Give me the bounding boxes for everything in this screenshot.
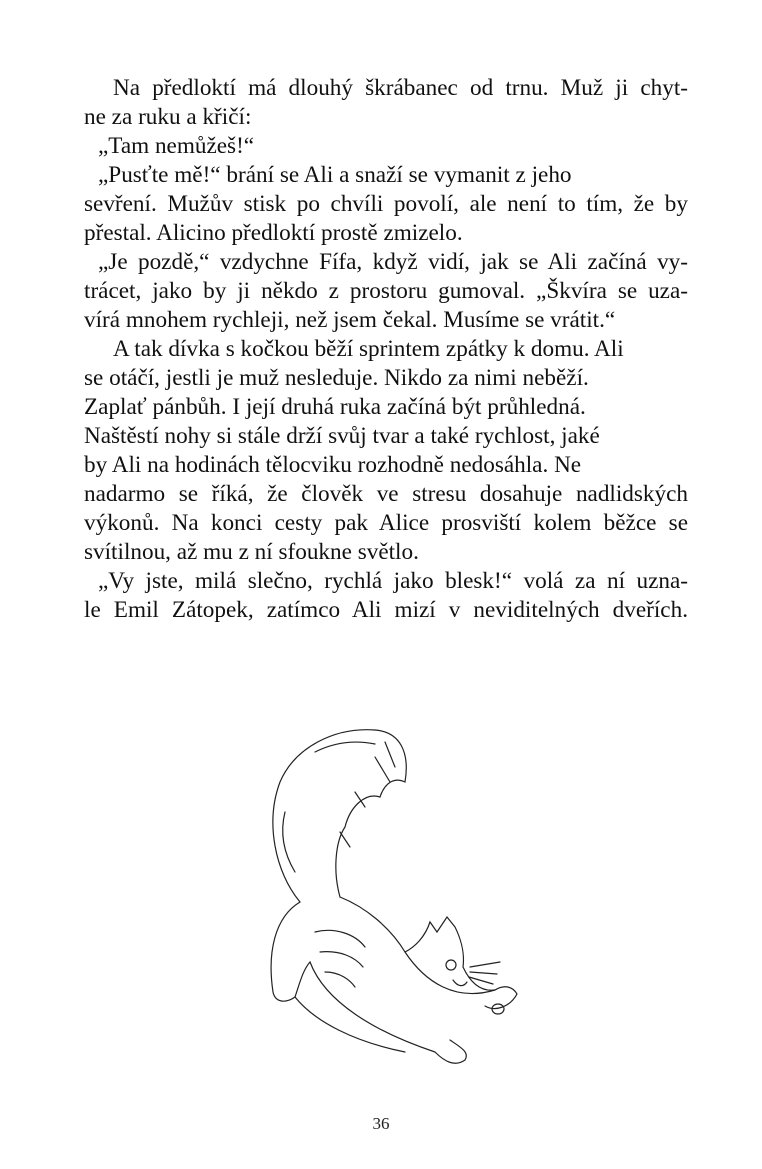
text-line: A tak dívka s kočkou běží sprintem zpátky k domu. Ali <box>113 336 624 362</box>
text-line: nadarmo se říká, že člověk ve stresu dosahuje nadlidských <box>84 481 688 507</box>
text-line: Naštěstí nohy si stále drží svůj tvar a také rychlost, jaké <box>84 423 600 449</box>
text-line: Zaplať pánbůh. I její druhá ruka začíná být průhledná. <box>84 394 586 420</box>
text-line: „Je pozdě,“ vzdychne Fífa, když vidí, jak se Ali začíná vy- <box>98 249 688 275</box>
text-line: vírá mnohem rychleji, než jsem čekal. Musíme se vrátit.“ <box>84 307 616 333</box>
text-line: sevření. Mužův stisk po chvíli povolí, ale není to tím, že by <box>84 191 688 217</box>
text-line: le Emil Zátopek, zatímco Ali mizí v neviditelných dveřích. <box>84 597 688 623</box>
page-number: 36 <box>372 1114 390 1133</box>
cat-tail <box>273 730 406 902</box>
cat-whiskers <box>469 962 500 984</box>
text-line: trácet, jako by ji někdo z prostoru gumoval. „Škvíra se uza- <box>84 278 688 304</box>
text-line: ne za ruku a křičí: <box>84 104 252 130</box>
text-line: „Pusťte mě!“ brání se Ali a snaží se vymanit z jeho <box>98 162 572 188</box>
body-text <box>84 74 688 625</box>
text-line: se otáčí, jestli je muž nesleduje. Nikdo za nimi neběží. <box>84 365 589 391</box>
text-line: „Tam nemůžeš!“ <box>98 133 255 159</box>
text-line: výkonů. Na konci cesty pak Alice prosviští kolem běžce se <box>84 510 688 536</box>
cat-eye <box>446 960 456 970</box>
text-line: „Vy jste, milá slečno, rychlá jako blesk!“ volá za ní uzna- <box>98 568 688 594</box>
cat-mouth <box>453 980 467 986</box>
text-line: Na předloktí má dlouhý škrábanec od trnu. Muž ji chyt- <box>113 75 688 101</box>
cat-illustration <box>255 722 530 1087</box>
text-line: svítilnou, až mu z ní sfoukne světlo. <box>84 539 419 565</box>
cat-body <box>271 902 466 1063</box>
text-line: by Ali na hodinách tělocviku rozhodně nedosáhla. Ne <box>84 452 582 478</box>
text-line: přestal. Alicino předloktí prostě zmizelo. <box>84 220 463 246</box>
